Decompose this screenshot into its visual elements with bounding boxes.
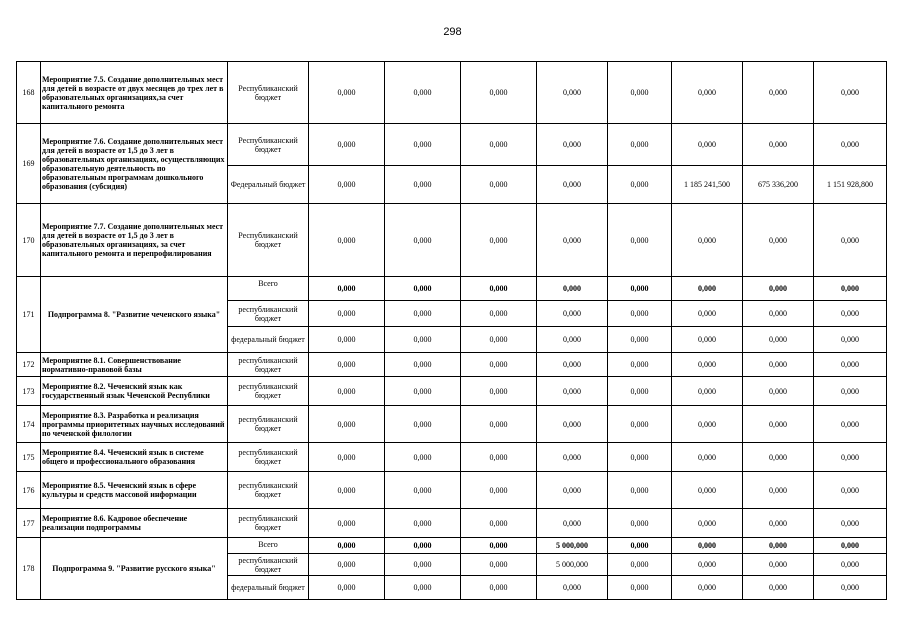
value-cell: 0,000 [309, 62, 385, 124]
value-cell: 0,000 [608, 554, 672, 576]
value-cell: 0,000 [743, 277, 814, 301]
value-cell: 0,000 [461, 62, 537, 124]
value-cell: 0,000 [672, 554, 743, 576]
table-row [17, 353, 887, 377]
value-cell: 0,000 [743, 406, 814, 443]
row-number: 175 [17, 443, 41, 472]
value-cell: 0,000 [814, 277, 887, 301]
row-number: 174 [17, 406, 41, 443]
value-cell: 0,000 [537, 472, 608, 509]
value-cell: 5 000,000 [537, 554, 608, 576]
value-cell: 0,000 [608, 166, 672, 204]
value-cell: 1 151 928,800 [814, 166, 887, 204]
table-row [17, 509, 887, 538]
value-cell: 0,000 [814, 472, 887, 509]
table-row [17, 406, 887, 443]
value-cell: 0,000 [608, 62, 672, 124]
value-cell: 0,000 [672, 509, 743, 538]
budget-source: республиканский бюджет [228, 353, 309, 377]
value-cell: 0,000 [385, 62, 461, 124]
budget-source: республиканский бюджет [228, 443, 309, 472]
value-cell: 0,000 [608, 204, 672, 277]
value-cell: 0,000 [385, 443, 461, 472]
value-cell: 0,000 [461, 204, 537, 277]
budget-source: республиканский бюджет [228, 472, 309, 509]
value-cell: 0,000 [385, 301, 461, 327]
value-cell: 0,000 [537, 301, 608, 327]
value-cell: 0,000 [537, 576, 608, 600]
value-cell: 0,000 [537, 166, 608, 204]
budget-source: Республиканский бюджет [228, 124, 309, 166]
value-cell: 0,000 [743, 124, 814, 166]
value-cell: 0,000 [461, 443, 537, 472]
value-cell: 0,000 [608, 472, 672, 509]
value-cell: 0,000 [672, 327, 743, 353]
value-cell: 0,000 [814, 576, 887, 600]
value-cell: 0,000 [385, 277, 461, 301]
budget-source: республиканский бюджет [228, 554, 309, 576]
value-cell: 0,000 [672, 62, 743, 124]
value-cell: 0,000 [537, 62, 608, 124]
value-cell: 0,000 [537, 124, 608, 166]
value-cell: 0,000 [309, 204, 385, 277]
row-description [41, 472, 228, 509]
value-cell: 0,000 [608, 377, 672, 406]
value-cell: 0,000 [309, 301, 385, 327]
value-cell: 0,000 [743, 204, 814, 277]
value-cell: 0,000 [461, 509, 537, 538]
value-cell: 0,000 [814, 62, 887, 124]
value-cell: 0,000 [743, 443, 814, 472]
row-number: 171 [17, 277, 41, 353]
value-cell: 0,000 [537, 277, 608, 301]
value-cell: 0,000 [608, 124, 672, 166]
table-row [17, 472, 887, 509]
budget-source: Федеральный бюджет [228, 166, 309, 204]
value-cell: 0,000 [461, 576, 537, 600]
value-cell: 0,000 [814, 538, 887, 554]
value-cell: 0,000 [385, 554, 461, 576]
table-row [17, 277, 887, 301]
row-description-text: Мероприятие 8.1. Совершенствование нормативно-правовой базы [42, 355, 181, 374]
value-cell: 0,000 [461, 554, 537, 576]
row-description [41, 377, 228, 406]
value-cell: 0,000 [537, 509, 608, 538]
subprogram-title: Подпрограмма 8. "Развитие чеченского языка" [41, 277, 228, 353]
value-cell: 0,000 [309, 443, 385, 472]
value-cell: 0,000 [309, 377, 385, 406]
row-description-text: Мероприятие 8.5. Чеченский язык в сфере культуры и средств массовой информации [42, 481, 197, 499]
value-cell: 0,000 [672, 277, 743, 301]
value-cell: 0,000 [309, 576, 385, 600]
value-cell: 0,000 [537, 327, 608, 353]
value-cell: 0,000 [672, 377, 743, 406]
value-cell: 0,000 [385, 204, 461, 277]
value-cell: 0,000 [743, 538, 814, 554]
value-cell: 0,000 [385, 353, 461, 377]
value-cell: 0,000 [608, 443, 672, 472]
value-cell: 0,000 [672, 538, 743, 554]
value-cell: 0,000 [814, 554, 887, 576]
value-cell: 0,000 [461, 124, 537, 166]
value-cell: 0,000 [608, 538, 672, 554]
budget-source: федеральный бюджет [228, 576, 309, 600]
value-cell: 0,000 [537, 377, 608, 406]
value-cell: 0,000 [385, 509, 461, 538]
value-cell: 0,000 [672, 576, 743, 600]
value-cell: 0,000 [309, 554, 385, 576]
value-cell: 1 185 241,500 [672, 166, 743, 204]
value-cell: 0,000 [537, 406, 608, 443]
value-cell: 0,000 [608, 353, 672, 377]
value-cell: 0,000 [672, 301, 743, 327]
table-row [17, 443, 887, 472]
table-row [17, 377, 887, 406]
row-description [41, 406, 228, 443]
row-description-text: Мероприятие 8.4. Чеченский язык в системе общего и профессионального образования [42, 448, 204, 466]
value-cell: 0,000 [814, 509, 887, 538]
value-cell: 0,000 [537, 443, 608, 472]
budget-source: Республиканский бюджет [228, 204, 309, 277]
value-cell: 5 000,000 [537, 538, 608, 554]
value-cell: 0,000 [385, 538, 461, 554]
row-description-text: Мероприятие 8.6. Кадровое обеспечение реализации подпрограммы [42, 514, 188, 532]
value-cell: 0,000 [814, 406, 887, 443]
value-cell: 0,000 [309, 353, 385, 377]
value-cell: 675 336,200 [743, 166, 814, 204]
value-cell: 0,000 [309, 538, 385, 554]
budget-source: Всего [228, 277, 309, 301]
table-row [17, 62, 887, 124]
value-cell: 0,000 [814, 377, 887, 406]
value-cell: 0,000 [814, 327, 887, 353]
budget-source: республиканский бюджет [228, 301, 309, 327]
value-cell: 0,000 [461, 353, 537, 377]
value-cell: 0,000 [461, 327, 537, 353]
value-cell: 0,000 [608, 576, 672, 600]
row-description-text: Мероприятие 7.7. Создание дополнительных мест для детей в возрасте от 1,5 до 3 лет в образовательных организациях, за счет капитального ремонта и перепрофилирования [42, 222, 224, 258]
value-cell: 0,000 [461, 301, 537, 327]
value-cell: 0,000 [743, 554, 814, 576]
subprogram-title: Подпрограмма 9. "Развитие русского языка" [41, 538, 228, 600]
value-cell: 0,000 [385, 472, 461, 509]
value-cell: 0,000 [385, 576, 461, 600]
row-description-text: Мероприятие 8.2. Чеченский язык как государственный язык Чеченской Республики [42, 382, 210, 400]
row-description [41, 124, 228, 204]
row-number: 168 [17, 62, 41, 124]
value-cell: 0,000 [672, 443, 743, 472]
value-cell: 0,000 [672, 472, 743, 509]
value-cell: 0,000 [743, 353, 814, 377]
value-cell: 0,000 [608, 277, 672, 301]
row-description [41, 443, 228, 472]
value-cell: 0,000 [743, 327, 814, 353]
value-cell: 0,000 [672, 124, 743, 166]
value-cell: 0,000 [309, 327, 385, 353]
table-row [17, 124, 887, 166]
row-description [41, 204, 228, 277]
value-cell: 0,000 [743, 472, 814, 509]
value-cell: 0,000 [537, 353, 608, 377]
table-row [17, 204, 887, 277]
value-cell: 0,000 [385, 124, 461, 166]
value-cell: 0,000 [461, 406, 537, 443]
row-description-text: Мероприятие 7.5. Создание дополнительных мест для детей в возрасте от двух месяцев до трех лет в образовательных организациях,за счет капитального ремонта [42, 74, 224, 111]
value-cell: 0,000 [537, 204, 608, 277]
value-cell: 0,000 [672, 406, 743, 443]
budget-source: Республиканский бюджет [228, 62, 309, 124]
value-cell: 0,000 [461, 472, 537, 509]
value-cell: 0,000 [461, 377, 537, 406]
value-cell: 0,000 [385, 377, 461, 406]
value-cell: 0,000 [461, 538, 537, 554]
value-cell: 0,000 [385, 327, 461, 353]
value-cell: 0,000 [608, 406, 672, 443]
row-description [41, 353, 228, 377]
value-cell: 0,000 [814, 443, 887, 472]
budget-source: федеральный бюджет [228, 327, 309, 353]
budget-source: республиканский бюджет [228, 377, 309, 406]
value-cell: 0,000 [672, 204, 743, 277]
value-cell: 0,000 [309, 166, 385, 204]
value-cell: 0,000 [385, 166, 461, 204]
budget-source: республиканский бюджет [228, 509, 309, 538]
value-cell: 0,000 [608, 327, 672, 353]
value-cell: 0,000 [309, 509, 385, 538]
value-cell: 0,000 [385, 406, 461, 443]
page-number: 298 [443, 26, 462, 38]
row-number: 170 [17, 204, 41, 277]
row-number: 169 [17, 124, 41, 204]
value-cell: 0,000 [814, 124, 887, 166]
row-number: 177 [17, 509, 41, 538]
value-cell: 0,000 [814, 301, 887, 327]
row-description [41, 509, 228, 538]
budget-table [16, 61, 887, 600]
value-cell: 0,000 [743, 301, 814, 327]
value-cell: 0,000 [461, 166, 537, 204]
value-cell: 0,000 [743, 576, 814, 600]
value-cell: 0,000 [309, 472, 385, 509]
value-cell: 0,000 [743, 62, 814, 124]
value-cell: 0,000 [743, 377, 814, 406]
value-cell: 0,000 [309, 406, 385, 443]
row-number: 172 [17, 353, 41, 377]
table-row [17, 538, 887, 554]
value-cell: 0,000 [608, 301, 672, 327]
value-cell: 0,000 [309, 124, 385, 166]
row-description [41, 62, 228, 124]
value-cell: 0,000 [814, 204, 887, 277]
row-number: 176 [17, 472, 41, 509]
budget-source: Всего [228, 538, 309, 554]
row-number: 173 [17, 377, 41, 406]
value-cell: 0,000 [814, 353, 887, 377]
value-cell: 0,000 [461, 277, 537, 301]
value-cell: 0,000 [309, 277, 385, 301]
row-description-text: Мероприятие 8.3. Разработка и реализация программы приоритетных научных исследований по чеченской филологии [42, 410, 225, 438]
value-cell: 0,000 [743, 509, 814, 538]
row-number: 178 [17, 538, 41, 600]
value-cell: 0,000 [672, 353, 743, 377]
value-cell: 0,000 [608, 509, 672, 538]
budget-source: республиканский бюджет [228, 406, 309, 443]
row-description-text: Мероприятие 7.6. Создание дополнительных мест для детей в возрасте от 1,5 до 3 лет в образовательных организациях, осуществляющих образовательную деятельность по образовательным программам дошкольного образования (субсидия) [42, 136, 225, 191]
